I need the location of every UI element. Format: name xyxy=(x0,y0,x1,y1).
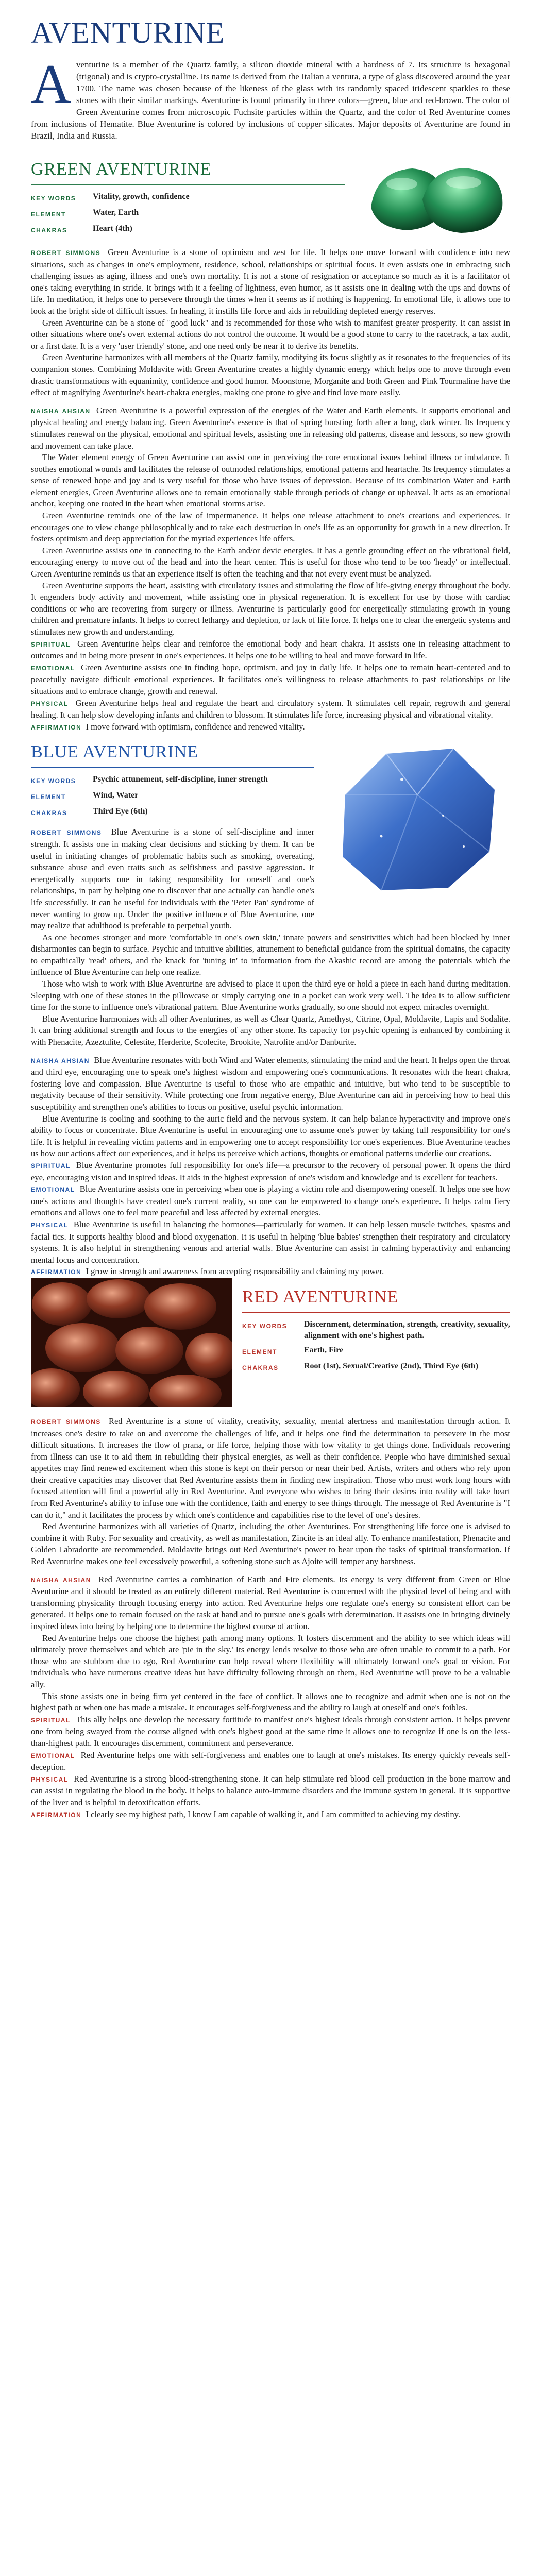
green-simmons-label: ROBERT SIMMONS xyxy=(31,249,101,257)
blue-ahsian xyxy=(31,1055,510,1160)
green-emotional: Green Aventurine assists one in finding hope, optimism, and joy in daily life. It helps one to remain heart-centered and to peacefully navigate difficult emotional experiences. It facilitates one's willingness to release attachments to past relationships or life situations and to embrace change, growth and renewal. xyxy=(31,662,510,696)
red-simmons-p1: Red Aventurine is a stone of vitality, creativity, sexuality, mental alertness and manifestation through action. It increases one's desire to take on and overcome the challenges of life, and it helps one find the determination to persevere in the most difficult situations. It increases the flow of prana, or life force, helping those with low vitality to get things done. Individuals recovering from illness can use it to aid them in rebuilding their physical energies, as well as their confidence. People who have diminished sexual appetites may find renewed excitement when this stone is kept on their person or near their bed. Artists, writers and others who rely upon their creative capacities may discover that Red Aventurine assists them in finding new inspiration. Those who must work long hours with focused attention will find a powerful ally in Red Aventurine. And everyone who wishes to bring their desires into reality will take heart from Red Aventurine's ability to infuse one with the confidence, faith and energy to see things through. The message of Red Aventurine is "I can do it," and it facilitates the process by which one's confidence and capabilities rise to the level of one's desires. xyxy=(31,1416,511,1520)
red-physical-label: PHYSICAL xyxy=(31,1775,69,1783)
blue-element: Wind, Water xyxy=(93,791,139,800)
red-emotional-label: EMOTIONAL xyxy=(31,1752,75,1759)
green-aventurine-photo xyxy=(356,150,510,241)
red-keywords-label: KEY WORDS xyxy=(242,1322,288,1330)
red-aventurine-section xyxy=(31,1278,510,1821)
red-simmons xyxy=(31,1416,510,1568)
green-properties xyxy=(31,190,345,238)
red-properties xyxy=(242,1317,510,1375)
red-spiritual: This ally helps one develop the necessary fortitude to manifest one's highest ideals through consistent action. It helps prevent one from being swayed from the course aligned with one's highest good at the same time it allows one to recognize if one is on the less-than-highest path. It encourages discernment, commitment and perseverance. xyxy=(31,1714,511,1748)
blue-properties xyxy=(31,772,314,820)
green-keywords-label: KEY WORDS xyxy=(31,195,76,202)
red-chakras: Root (1st), Sexual/Creative (2nd), Third Eye (6th) xyxy=(304,1361,479,1370)
green-header xyxy=(31,150,510,241)
red-ahsian xyxy=(31,1574,510,1714)
green-simmons-p3: Green Aventurine harmonizes with all members of the Quartz family, modifying its focus slightly as it resonates to the frequencies of its companion stones. Combining Moldavite with Green Aventurine creates a highly dynamic energy which helps one to move through even drastic transformations with equanimity, confidence and good humor. Moonstone, Morganite and both Green and Pink Tourmaline have the effect of magnifying Aventurine's heart-chakra energies, making one prone to give and find love more easily. xyxy=(31,352,510,398)
green-stone-image xyxy=(356,150,510,238)
blue-simmons-p1: Blue Aventurine is a stone of self-discipline and inner strength. It assists one in making clear decisions and sticking by them. It can be useful in initiating changes of problematic habits such as smoking, overeating, substance abuse and even traits such as selfishness and passive aggression. It energetically supports one in taking responsibility for oneself and one's relationships, in part by helping one to discover that one actually can handle one's life successfully. It can be useful for individuals with the 'Peter Pan' syndrome of never wanting to grow up. Under the positive influence of Blue Aventurine, one may realize that adulthood is preferable to perpetual youth. xyxy=(31,827,314,931)
blue-affirmation-label: AFFIRMATION xyxy=(31,1268,82,1276)
red-rule xyxy=(242,1312,510,1313)
red-simmons-p2: Red Aventurine harmonizes with all varieties of Quartz, including the other Aventurines. For strengthening life force one is advised to combine it with Ruby. For sexuality and creativity, as well as manifestation, Zincite is an ideal ally. To enhance manifestation, Phenacite and Golden Labradorite are recommended. Moldavite brings out Red Aventurine's power to bear upon the tasks of spiritual transformation. If Red Aventurine makes one feel excessively powerful, a softening stone such as Ajoite will temper any harshness. xyxy=(31,1521,510,1567)
green-simmons-p1: Green Aventurine is a stone of optimism and zest for life. It helps one move forward with confidence into new situations, such as changes in one's employment, residence, school, relationships or spiritual focus. It even assists one in embracing such challenging issues as aging, illness and one's own mortality. It is not a stone of resignation or acceptance so much as it is a facilitator of one's taking everything in stride. It brings with it a feeling of lightness, even humor, as it assists one in dealing with the ups and downs of life. In meditation, it helps one to persevere through the times when it seems as if nothing is happening. In emotional life, it allows one to look at the bright side of difficult issues. In healing, it instills life force and aids in rebuilding depleted energy reserves. xyxy=(31,247,510,316)
green-element: Water, Earth xyxy=(93,208,139,217)
blue-simmons-p4: Blue Aventurine harmonizes with all other Aventurines, as well as Clear Quartz, Amethyst, Citrine, Opal, Moldavite, Lapis and Sodalite. It can bring additional strength and focus to the energies of any other stone. Its capacity for psychic opening is enhanced by combining it with Phenacite, Azeztulite, Celestite, Herderite, Scolecite, Brookite, Natrolite and/or Danburite. xyxy=(31,1013,510,1047)
green-physical-label: PHYSICAL xyxy=(31,700,69,707)
blue-ahsian-p1: Blue Aventurine resonates with both Wind and Water elements, stimulating the mind and the heart. It helps open the throat and third eye, encouraging one to speak one's highest wisdom and empowering one's communications. It resonates with the heart chakra, fostering love and compassion. Blue Aventurine is useful to those who are empathic and intuitive, but who tend to be susceptible to negativity because of their sensitivity. While protecting one from negative energy, Blue Aventurine can aid in perceiving how to heal this susceptibility and strengthen one's abilities to focus on positive, useful psychic information. xyxy=(31,1055,510,1112)
blue-chakras: Third Eye (6th) xyxy=(93,807,148,816)
blue-ahsian-label: NAISHA AHSIAN xyxy=(31,1057,90,1064)
blue-keywords-label: KEY WORDS xyxy=(31,777,76,785)
blue-header xyxy=(31,733,510,931)
green-chakras-label: CHAKRAS xyxy=(31,227,67,234)
blue-physical-label: PHYSICAL xyxy=(31,1221,69,1229)
intro-paragraph xyxy=(31,54,510,142)
green-ahsian-p5: Green Aventurine supports the heart, assisting with circulatory issues and stimulating the flow of life-giving energy throughout the body. It engenders body activity and movement, while assisting one in physical regeneration. It is excellent for use by those with cardiac conditions or who are recovering from surgery or illness. Aventurine is particularly good for energetically stimulating growth in young children and premature infants. It helps to correct lethargy and depletion, or lack of life force. It helps one to clear the energetic systems and stimulates new growth and understanding. xyxy=(31,580,510,637)
green-ahsian-p2: The Water element energy of Green Aventurine can assist one in perceiving the core emotional issues behind illness or imbalance. It soothes emotional wounds and facilitates the release of outmoded relationships, emotional patterns and heartache. Its frequency stimulates a sense of renewed hope and joy and is very useful for those who have issues of depression. Because of its combination Water and Earth element energies, Green Aventurine allows one to remain emotionally stable through periods of change or upheaval. It acts as an emotional anchor, keeping one rooted in the heart when emotional storms arise. xyxy=(31,452,510,509)
green-spiritual: Green Aventurine helps clear and reinforce the emotional body and heart chakra. It assists one in releasing attachment to outcomes and in being more present in one's experiences. It helps one to be willing to heal and move forward in life. xyxy=(31,638,510,661)
blue-aventurine-photo xyxy=(325,733,510,906)
red-affirmation-label: AFFIRMATION xyxy=(31,1811,82,1819)
red-affirmation: I clearly see my highest path, I know I am capable of walking it, and I am committed to achieving my destiny. xyxy=(86,1809,461,1819)
red-ahsian-p3: This stone assists one in being firm yet centered in the face of conflict. It allows one to recognize and admit when one is not on the highest path or when one has made a mistake. It encourages self-forgiveness and the ability to laugh at oneself and one's foibles. xyxy=(31,1691,510,1713)
blue-spiritual-label: SPIRITUAL xyxy=(31,1162,71,1170)
red-ahsian-p1: Red Aventurine carries a combination of Earth and Fire elements. Its energy is very different from Green or Blue Aventurine and it should be treated as an entirely different material. Red Aventurine is concerned with the physical level of being and with transforming physicality through focusing energy into action. Red Aventurine helps one regulate one's energy so consistent effort can be generated. It helps one to remain focused on the task at hand and to pursue one's goals with determination. It assists one in bringing divinely inspired ideas into being by helping one to determine the highest course of action. xyxy=(31,1574,511,1631)
blue-title: BLUE AVENTURINE xyxy=(31,742,199,762)
blue-affirmation: I grow in strength and awareness from accepting responsibility and claiming my power. xyxy=(86,1266,384,1277)
green-simmons-p2: Green Aventurine can be a stone of "good luck" and is recommended for those who wish to manifest greater prosperity. It can assist in other situations where one's overt external actions do not control the outcome. It would be a good stone to carry to the racetrack, a tax audit, or a first date. It is a very 'user friendly' stone, and one need only be near it to derive its benefits. xyxy=(31,317,510,351)
green-ahsian-label: NAISHA AHSIAN xyxy=(31,407,91,415)
blue-ahsian-p2: Blue Aventurine is cooling and soothing to the auric field and the nervous system. It can help balance hyperactivity and improve one's ability to focus or concentrate. Blue Aventurine is useful in encouraging one to assume one's power by taking full responsibility for one's life. It is helpful in revealing victim patterns and in empowering one to accept responsibility for one's experiences. Blue Aventurine teaches us how our actions affect our experiences, and it helps us perceive which actions, thoughts or emotional patterns underlie our creations. xyxy=(31,1113,510,1159)
blue-chakras-label: CHAKRAS xyxy=(31,809,67,817)
red-ahsian-p2: Red Aventurine helps one choose the highest path among many options. It fosters discernment and the ability to see which ideas will ultimately prove themselves and which are 'pie in the sky.' Its energy lends resolve to those who are often unable to commit to a path. For those who are stubborn due to ego, Red Aventurine can help reveal where flexibility will ultimately forward one's goal or vision. For individuals who have numerous creative ideas but have difficulty following through on them, Red Aventurine will prove to be a valuable ally. xyxy=(31,1633,510,1689)
green-affirmation: I move forward with optimism, confidence and renewed vitality. xyxy=(86,721,305,732)
blue-simmons-label: ROBERT SIMMONS xyxy=(31,829,102,837)
red-simmons-label: ROBERT SIMMONS xyxy=(31,1418,101,1426)
red-ahsian-label: NAISHA AHSIAN xyxy=(31,1576,91,1584)
blue-emotional-label: EMOTIONAL xyxy=(31,1186,75,1194)
green-ahsian-p4: Green Aventurine assists one in connecting to the Earth and/or devic energies. It has a gentle grounding effect on the vibrational field, encouraging energy to move out of the head and into the heart center. This is useful for those who tend to be too 'heady' or intellectual. Green Aventurine reminds us that an experience itself is often the teaching and that not every event must be analyzed. xyxy=(31,545,510,579)
green-ahsian-p3: Green Aventurine reminds one of the law of impermanence. It helps one release attachment to one's creations and experiences. It encourages one to view change philosophically and to take each destruction in one's life as an opportunity for growth in a new direction. It fosters optimism and deep appreciation for the myriad experiences life offers. xyxy=(31,511,510,544)
red-header xyxy=(31,1278,510,1410)
red-emotional: Red Aventurine helps one with self-forgiveness and enables one to laugh at one's mistakes. Its energy quickly reveals self-deception. xyxy=(31,1750,510,1772)
green-element-label: ELEMENT xyxy=(31,211,66,218)
blue-spiritual: Blue Aventurine promotes full responsibility for one's life—a precursor to the recovery of personal power. It opens the third eye, encouraging vision and inspired ideas. It aids in the highest expression of one's wisdom and knowledge and is excellent for teachers. xyxy=(31,1160,511,1182)
red-stone-image xyxy=(31,1278,232,1407)
blue-simmons-p3: Those who wish to work with Blue Aventurine are advised to place it upon the third eye or hold a piece in each hand during meditation. Sleeping with one of these stones in the pillowcase or simply carrying one in a pocket can work very well. The idea is to allow sufficient time for the stone to influence one's vibrational pattern. Blue Aventurine works gradually, so one should not expect miracles overnight. xyxy=(31,979,510,1012)
page xyxy=(31,0,510,1821)
red-element-label: ELEMENT xyxy=(242,1348,277,1355)
green-chakras: Heart (4th) xyxy=(93,224,132,233)
drop-cap: A xyxy=(31,54,71,115)
blue-stone-image xyxy=(325,733,510,903)
red-chakras-label: CHAKRAS xyxy=(242,1364,279,1371)
blue-element-label: ELEMENT xyxy=(31,793,66,801)
green-emotional-label: EMOTIONAL xyxy=(31,664,75,672)
green-rule xyxy=(31,184,345,185)
red-physical: Red Aventurine is a strong blood-strengthening stone. It can help stimulate red blood cell production in the bone marrow and can assist in regulating the blood in the body. It helps to balance auto-immune disorders and the immune system in general. It is supportive of the liver and is helpful in detoxification efforts. xyxy=(31,1773,510,1807)
green-affirmation-label: AFFIRMATION xyxy=(31,723,82,731)
green-ahsian xyxy=(31,405,510,638)
blue-simmons-p2: As one becomes stronger and more 'comfortable in one's own skin,' innate powers and sensitivities which had been blocked by inner disharmonies can begin to surface. Psychic and intuitive abilities, attunement to beneficial guidance from the spiritual domains, the capacity to empathically 'read' others, and the knack for 'tuning in' to information from the Akashic record are among the potentials which the influence of Blue Aventurine can help one realize. xyxy=(31,932,510,977)
red-title: RED AVENTURINE xyxy=(242,1287,399,1307)
page-title: AVENTURINE xyxy=(31,16,225,49)
green-ahsian-p1: Green Aventurine is a powerful expression of the energies of the Water and Earth elements. It supports emotional and physical healing and energy balancing. Green Aventurine's essence is that of spring bursting forth after a long, dark winter. Its frequency stimulates renewal on the physical, emotional and spiritual levels, assisting one in releasing old patterns, disease and lessons, so new growth and movement can take place. xyxy=(31,405,511,451)
blue-aventurine-section xyxy=(31,733,510,1278)
green-aventurine-section xyxy=(31,150,510,733)
green-spiritual-label: SPIRITUAL xyxy=(31,640,71,648)
green-simmons xyxy=(31,247,510,399)
red-aventurine-photo xyxy=(31,1278,232,1410)
blue-rule xyxy=(31,767,314,768)
green-keywords: Vitality, growth, confidence xyxy=(93,192,190,201)
red-spiritual-label: SPIRITUAL xyxy=(31,1716,71,1724)
blue-emotional: Blue Aventurine assists one in perceiving when one is playing a victim role and disempowering oneself. It helps one see how one's actions and thoughts have created one's current reality, so one can be empowered to change one's experience. It helps calm fiery emotions and allows one to feel more peaceful and less affected by external energies. xyxy=(31,1184,510,1218)
red-element: Earth, Fire xyxy=(304,1345,344,1354)
red-keywords: Discernment, determination, strength, creativity, sexuality, alignment with one's highest path. xyxy=(304,1319,510,1340)
blue-physical: Blue Aventurine is useful in balancing the hormones—particularly for women. It can help lessen muscle twitches, spasms and facial tics. It supports healthy blood and blood oxygenation. It is useful in helping 'blue babies' strengthen their respiratory and circulatory systems. It is also helpful in strengthening venous and arterial walls. Blue Aventurine can assist in calming hyperactivity and enhancing mental focus and concentration. xyxy=(31,1219,511,1265)
intro-text: venturine is a member of the Quartz family, a silicon dioxide mineral with a hardness of 7. Its structure is hexagonal (trigonal) and is crypto-crystalline. Its name is derived from the Italian a ventura, a type of glass discovered around the year 1700. The name was chosen because of the likeness of the glass with its randomly spaced iridescent sparkles to these stones with their similar markings. Aventurine is found primarily in three colors—green, blue and red-brown. The color of Green Aventurine comes from microscopic Fuchsite particles within the Quartz, and the color of Red Aventurine comes from inclusions of Hematite. Blue Aventurine is colored by inclusions of copper silicates. Major deposits of Aventurine are found in Brazil, India and Russia. xyxy=(31,60,510,141)
green-title: GREEN AVENTURINE xyxy=(31,160,212,179)
green-physical: Green Aventurine helps heal and regulate the heart and circulatory system. It stimulates cell repair, regrowth and general healing. It can help slow developing infants and children to blossom. It stimulates life force, increasing physical and vibrational vitality. xyxy=(31,698,510,720)
blue-keywords: Psychic attunement, self-discipline, inner strength xyxy=(93,775,268,784)
blue-simmons xyxy=(31,932,510,1048)
